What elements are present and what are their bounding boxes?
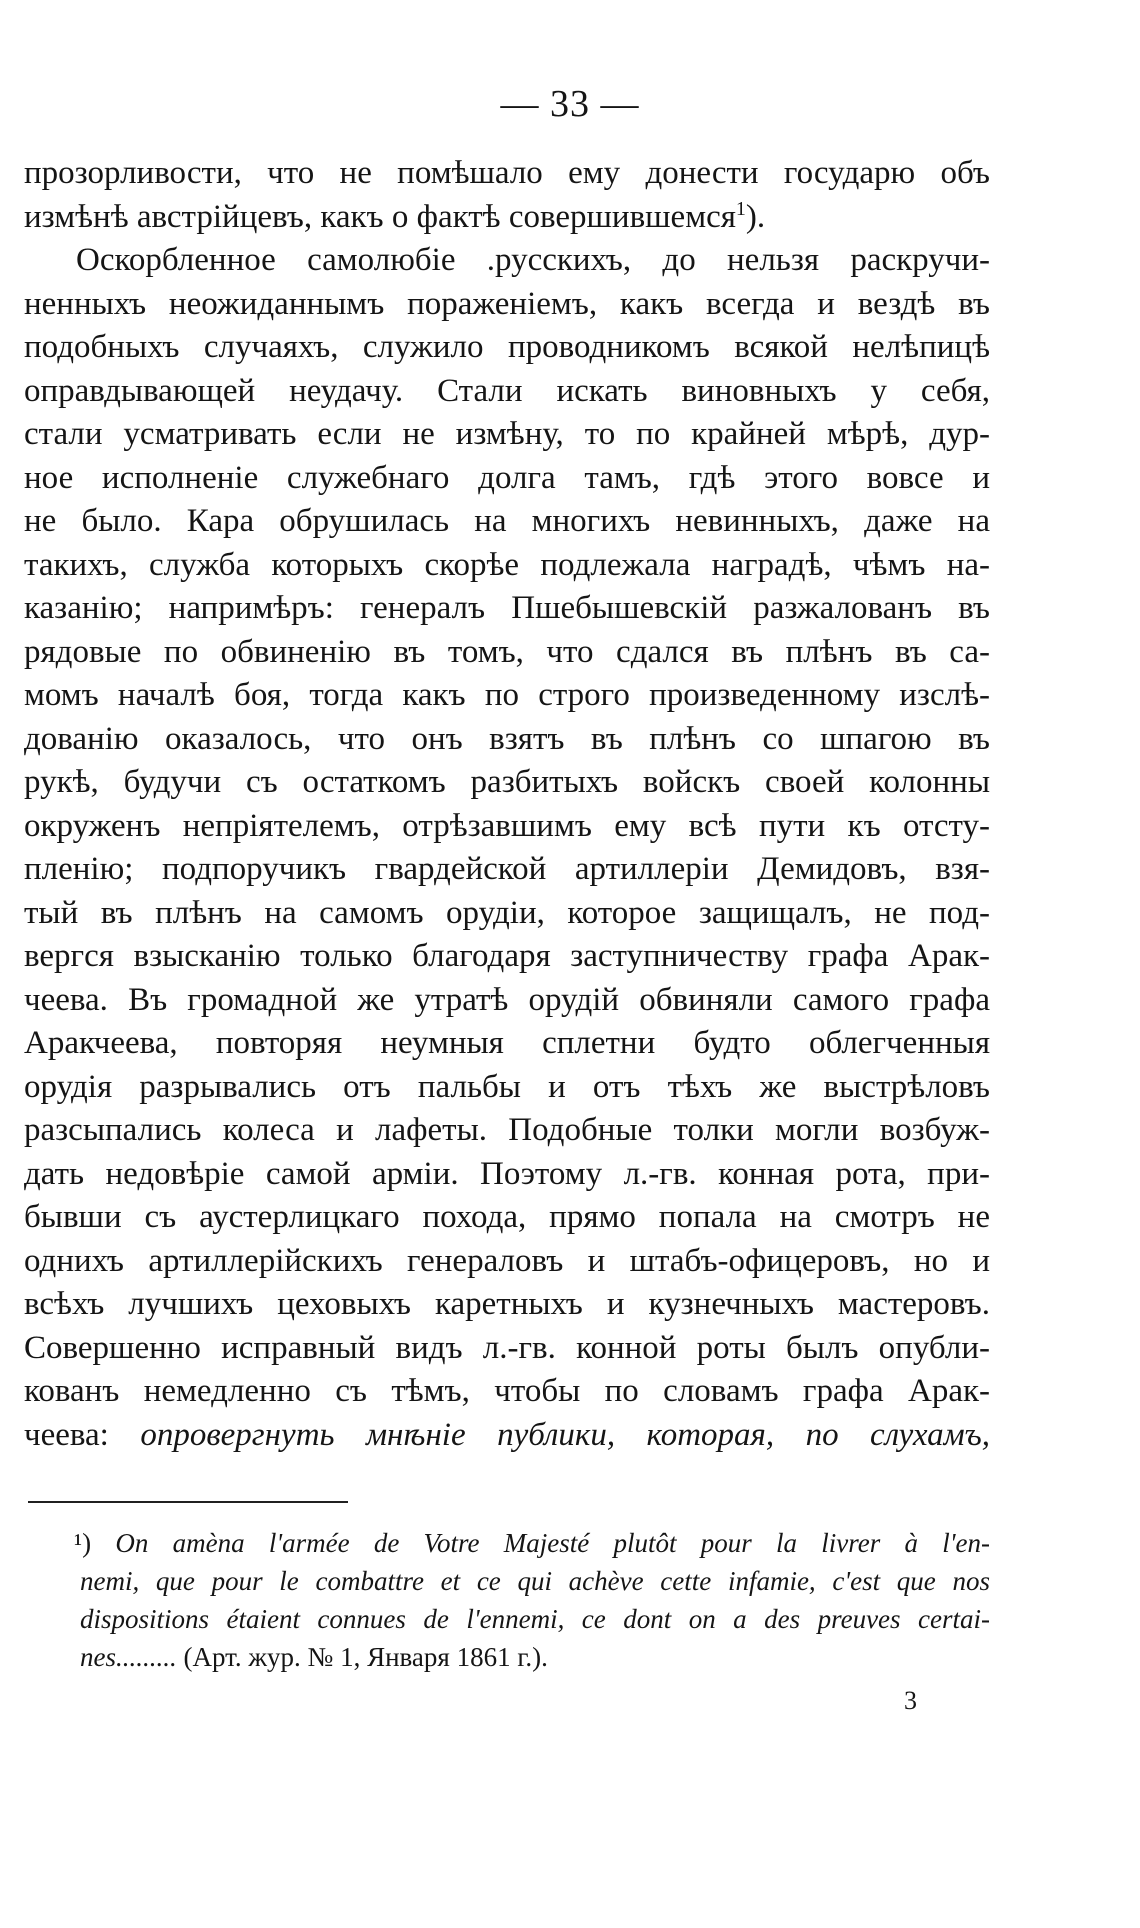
text-line-15: рукѣ, будучи съ остаткомъ разбитыхъ войскъ своей колонны xyxy=(24,764,990,800)
footnote-line-1: ¹) On amèna l'armée de Votre Majesté plutôt pour la livrer à l'en- xyxy=(74,1528,990,1558)
text-line-29: кованъ немедленно съ тѣмъ, чтобы по словамъ графа Арак- xyxy=(24,1373,990,1409)
text-line-23: разсыпались колеса и лафеты. Подобные толки могли возбуж- xyxy=(24,1112,990,1148)
text-line-1: прозорливости, что не помѣшало ему донести государю объ xyxy=(24,155,990,191)
text-line-2: измѣнѣ австрійцевъ, какъ о фактѣ совершившемся$^1$). xyxy=(24,197,766,235)
text-line-21: Аракчеева, повторяя неумныя сплетни будто облегченныя xyxy=(24,1025,990,1061)
footnote-line-3: dispositions étaient connues de l'ennemi, ce dont on a des preuves certai- xyxy=(80,1604,990,1634)
footnote-marker: ¹) xyxy=(74,1528,92,1558)
text-line-22: орудія разрывались отъ пальбы и отъ тѣхъ же выстрѣловъ xyxy=(24,1068,990,1105)
text-line-18: тый въ плѣнъ на самомъ орудіи, которое защищалъ, не под- xyxy=(24,894,990,931)
text-line-5: подобныхъ случаяхъ, служило проводникомъ всякой нелѣпицѣ xyxy=(24,329,990,365)
text-line-13: момъ началѣ боя, тогда какъ по строго произведенному изслѣ- xyxy=(24,677,990,713)
text-line-16: окруженъ непріятелемъ, отрѣзавшимъ ему всѣ пути къ отсту- xyxy=(24,807,990,844)
text-line-3: Оскорбленное самолюбіе .русскихъ, до нельзя раскручи- xyxy=(76,242,990,278)
text-line-26: однихъ артиллерійскихъ генераловъ и штабъ-офицеровъ, но и xyxy=(24,1242,990,1279)
text-line-19: вергся взысканію только благодаря заступничеству графа Арак- xyxy=(24,938,990,974)
text-line-30: чеева: опровергнуть мнѣніе публики, которая, по слухамъ, xyxy=(24,1416,990,1453)
text-line-11: казанію; напримѣръ: генералъ Пшебышевскій разжалованъ въ xyxy=(24,590,990,626)
text-line-14: дованію оказалось, что онъ взятъ въ плѣнъ со шпагою въ xyxy=(24,720,990,757)
text-line-8: ное исполненіе служебнаго долга тамъ, гдѣ этого вовсе и xyxy=(24,459,990,496)
text-line-27: всѣхъ лучшихъ цеховыхъ каретныхъ и кузнечныхъ мастеровъ. xyxy=(24,1286,990,1322)
footnote-ref-1[interactable]: 1 xyxy=(735,197,746,220)
footnote-citation: (Арт. жур. № 1, Января 1861 г.). xyxy=(176,1642,548,1672)
main-text xyxy=(24,152,990,1457)
text-line-12: рядовые по обвиненію въ томъ, что сдался въ плѣнъ въ са- xyxy=(24,633,990,670)
footnote-separator xyxy=(28,1501,348,1503)
text-line-7: стали усматривать если не измѣну, то по крайней мѣрѣ, дур- xyxy=(24,416,990,452)
page-number: — 33 — xyxy=(500,83,640,125)
text-line-24: дать недовѣріе самой арміи. Поэтому л.-гв. конная рота, при- xyxy=(24,1155,990,1192)
text-line-6: оправдывающей неудачу. Стали искать виновныхъ у себя, xyxy=(24,372,990,409)
italic-quote: опровергнуть мнѣніе публики, которая, по слухамъ, xyxy=(140,1416,990,1453)
text-line-10: такихъ, служба которыхъ скорѣе подлежала наградѣ, чѣмъ на- xyxy=(24,546,990,583)
text-line-28: Совершенно исправный видъ л.-гв. конной роты былъ опубли- xyxy=(24,1329,990,1366)
footnote-line-4: nes......... (Арт. жур. № 1, Января 1861 г.). xyxy=(80,1642,548,1672)
signature-mark: 3 xyxy=(904,1686,917,1715)
footnote-line-2: nemi, que pour le combattre et ce qui achève cette infamie, c'est que nos xyxy=(80,1566,990,1596)
text-line-17: пленію; подпоручикъ гвардейской артиллеріи Демидовъ, взя- xyxy=(24,851,990,887)
text-line-25: бывши съ аустерлицкаго похода, прямо попала на смотръ не xyxy=(24,1199,990,1235)
text-line-9: не было. Кара обрушилась на многихъ невинныхъ, даже на xyxy=(24,503,990,539)
text-line-20: чеева. Въ громадной же утратѣ орудій обвиняли самого графа xyxy=(24,981,990,1018)
text-line-4: ненныхъ неожиданнымъ пораженіемъ, какъ всегда и вездѣ въ xyxy=(24,285,990,322)
footnote xyxy=(74,1524,990,1676)
